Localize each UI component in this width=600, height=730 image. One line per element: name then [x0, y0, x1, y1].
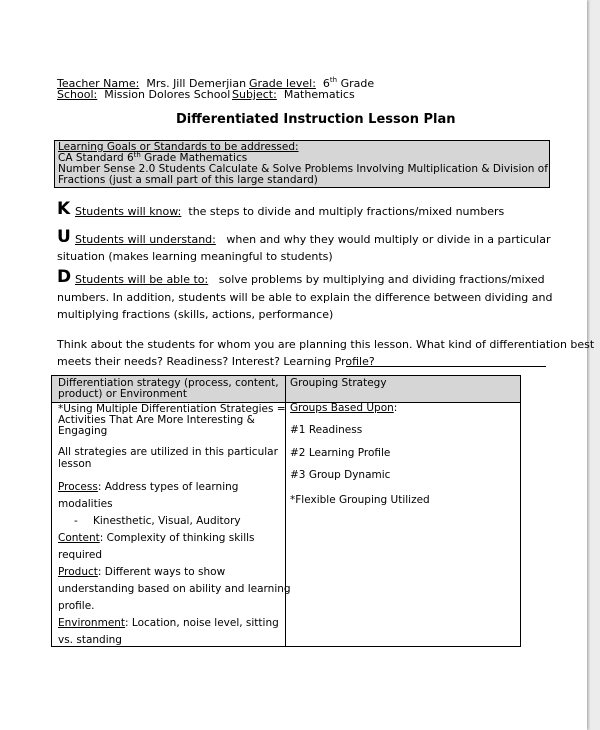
grade-label: Grade level: [249, 77, 316, 90]
goals-standard-sup: th [133, 151, 141, 159]
u-line1 [75, 233, 551, 246]
school-label: School: [57, 88, 98, 101]
teacher-label: Teacher Name: [57, 77, 140, 90]
d-label: Students will be able to: [75, 273, 209, 286]
goals-line4: Fractions (just a small part of this large standard) [58, 174, 318, 186]
product-text2: understanding based on ability and learning [58, 583, 291, 595]
subject-line [232, 88, 355, 101]
grade-number: 6 [322, 77, 330, 90]
prompt-line2: meets their needs? Readiness? Interest? Learning Profile? [57, 355, 375, 368]
teacher-value: Mrs. Jill Demerjian [146, 77, 247, 90]
grade-suffix: th [329, 76, 338, 84]
col2-header: Grouping Strategy [290, 377, 387, 389]
k-line [75, 205, 504, 218]
product-label: Product [58, 566, 98, 578]
left-line2: Activities That Are More Interesting & [58, 414, 255, 426]
environment-label: Environment [58, 617, 126, 629]
environment-text2: vs. standing [58, 634, 122, 646]
goals-heading: Learning Goals or Standards to be addressed: [58, 141, 299, 153]
group-dynamic: #3 Group Dynamic [290, 469, 391, 481]
left-line1: *Using Multiple Differentiation Strategies = [58, 403, 286, 415]
groups-based-upon [290, 402, 397, 414]
page-title: Differentiated Instruction Lesson Plan [176, 112, 456, 127]
left-line3: Engaging [58, 425, 108, 437]
d-letter: D [57, 267, 72, 287]
left-line5: lesson [58, 458, 92, 470]
u-text2: situation (makes learning meaningful to students) [57, 250, 333, 263]
school-line [57, 88, 230, 101]
left-line4: All strategies are utilized in this particular [58, 446, 278, 458]
product-line [58, 566, 225, 578]
k-label: Students will know: [75, 205, 182, 218]
product-text: : Different ways to show [97, 566, 226, 578]
k-text: the steps to divide and multiply fractions/mixed numbers [188, 205, 505, 218]
table-column-divider [285, 376, 286, 646]
process-text2: modalities [58, 498, 113, 510]
bullet-dash: - [74, 515, 78, 527]
learning-goals-box [54, 140, 550, 188]
d-text2: numbers. In addition, students will be able to explain the difference between dividing and [57, 291, 553, 304]
content-line [58, 532, 255, 544]
groups-label: Groups Based Upon [290, 402, 394, 414]
subject-label: Subject: [232, 88, 277, 101]
content-text: : Complexity of thinking skills [99, 532, 255, 544]
group-learning-profile: #2 Learning Profile [290, 447, 391, 459]
environment-text: : Location, noise level, sitting [125, 617, 279, 629]
process-text: : Address types of learning [97, 481, 239, 493]
goals-standard-pre: CA Standard 6 [58, 152, 134, 164]
group-readiness: #1 Readiness [290, 424, 363, 436]
process-line [58, 481, 238, 493]
content-text2: required [58, 549, 102, 561]
product-text3: profile. [58, 600, 95, 612]
groups-colon: : [393, 402, 398, 414]
content-label: Content [58, 532, 100, 544]
u-text1: when and why they would multiply or divide in a particular [226, 233, 551, 246]
d-text1: solve problems by multiplying and dividing fractions/mixed [218, 273, 545, 286]
answer-blank-line[interactable] [346, 366, 546, 367]
d-line1 [75, 273, 545, 286]
col1-header-line1: Differentiation strategy (process, content, [58, 377, 279, 389]
u-label: Students will understand: [75, 233, 216, 246]
col1-header-line2: product) or Environment [58, 388, 187, 400]
subject-value: Mathematics [283, 88, 355, 101]
u-letter: U [57, 227, 71, 247]
environment-line [58, 617, 279, 629]
process-label: Process [58, 481, 98, 493]
goals-line3: Number Sense 2.0 Students Calculate & Solve Problems Involving Multiplication & Division of [58, 163, 548, 175]
k-letter: K [57, 199, 71, 219]
school-value: Mission Dolores School [104, 88, 231, 101]
flexible-grouping: *Flexible Grouping Utilized [290, 494, 430, 506]
grade-word: Grade [340, 77, 375, 90]
d-text3: multiplying fractions (skills, actions, performance) [57, 308, 334, 321]
goals-standard-post: Grade Mathematics [144, 152, 248, 164]
bullet-text: Kinesthetic, Visual, Auditory [93, 515, 241, 527]
strategy-table [51, 375, 521, 647]
prompt-line1: Think about the students for whom you are planning this lesson. What kind of differentiation best [57, 338, 595, 351]
